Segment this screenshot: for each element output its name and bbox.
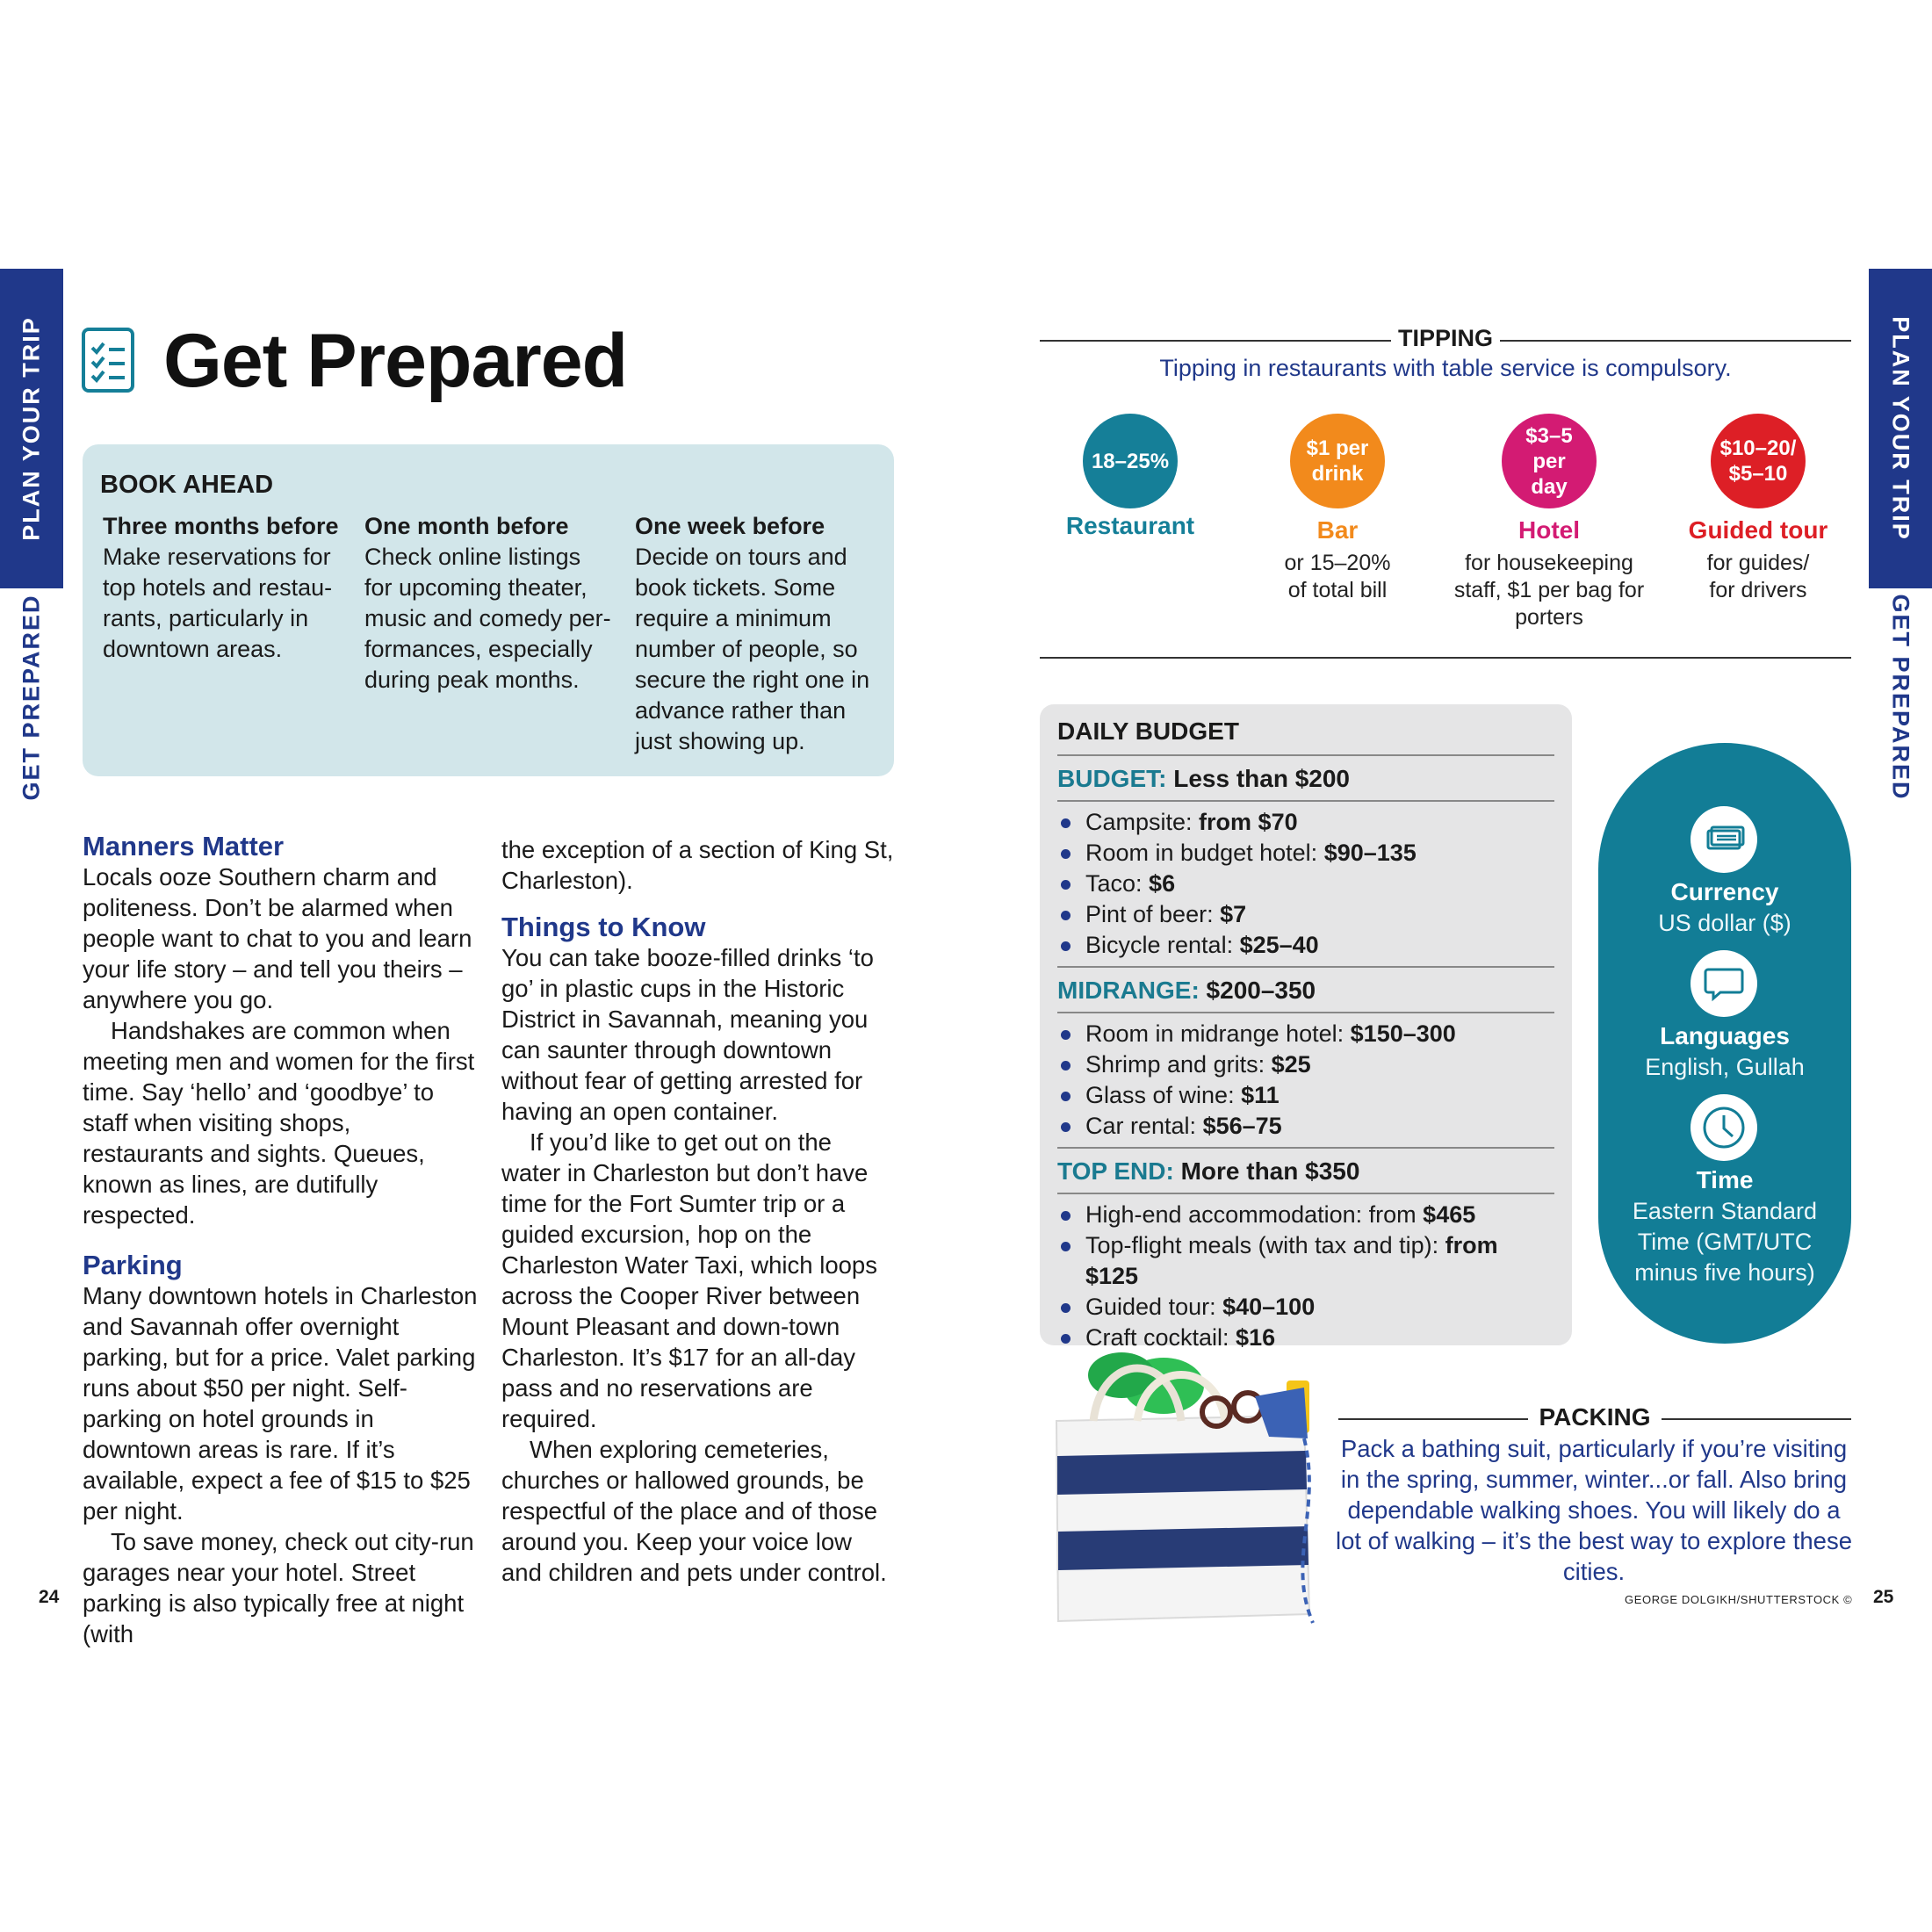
page-number-left: 24 (39, 1587, 60, 1607)
budget-item-label: Bicycle rental: (1085, 932, 1240, 958)
paragraph: If you’d like to get out on the water in Charleston but don’t have time for the Fort Sumter trip or a guided excursion, hop on the Charleston Water Taxi, which loops across the Cooper River between Mount Pleasant and down-town Charleston. It’s $17 for an all-day pass and no reservations are required. (501, 1128, 877, 1432)
side-tab-plan-label: PLAN YOUR TRIP (18, 316, 45, 541)
tip-note: for housekeeping staff, $1 per bag for porters (1453, 551, 1645, 630)
budget-item-label: Campsite: (1085, 809, 1200, 835)
budget-item-value: from $125 (1085, 1232, 1498, 1289)
book-ahead-column-text: Decide on tours and book tickets. Some require a minimum number of people, so secure the right one in advance rather than just showing up. (635, 544, 870, 754)
budget-list (1057, 802, 1554, 966)
body-column-right (501, 834, 897, 1588)
tip-amount-badge: $3–5 per day (1502, 414, 1597, 508)
list-item (1057, 1200, 1554, 1230)
tip-note: or 15–20% of total bill (1284, 551, 1391, 602)
budget-tier-name: MIDRANGE: (1057, 977, 1200, 1004)
budget-item-label: Car rental: (1085, 1113, 1203, 1139)
page-number-right: 25 (1873, 1587, 1894, 1607)
budget-tier-range: $200–350 (1206, 977, 1316, 1004)
budget-item-value: from $70 (1199, 809, 1298, 835)
time-title: Time (1696, 1166, 1754, 1193)
budget-item-value: $150–300 (1350, 1020, 1456, 1047)
tip-amount-badge: $10–20/ $5–10 (1711, 414, 1806, 508)
budget-item-label: High-end accommodation: from (1085, 1201, 1424, 1228)
tip-amount-badge: $1 per drink (1290, 414, 1385, 508)
book-ahead-column-text: Make reservations for top hotels and restau-rants, particularly in downtown areas. (103, 544, 333, 662)
tip-label: Guided tour (1688, 516, 1828, 544)
budget-tier (1057, 966, 1554, 1013)
checklist-icon (81, 327, 135, 393)
budget-item-label: Glass of wine: (1085, 1082, 1242, 1108)
daily-budget (1057, 717, 1554, 1359)
paragraph: You can take booze-filled drinks ‘to go’ in plastic cups in the Historic District in Savannah, meaning you can saunter through downtown without fear of getting arrested for having an open container. (501, 944, 874, 1125)
section-heading-manners: Manners Matter (83, 831, 285, 861)
budget-item-value: $56–75 (1202, 1113, 1282, 1139)
budget-item-value: $90–135 (1323, 840, 1417, 866)
list-item (1057, 1019, 1554, 1049)
side-tab-left (0, 269, 63, 801)
list-item (1057, 1230, 1554, 1292)
budget-item-value: $6 (1149, 870, 1176, 897)
languages-title: Languages (1660, 1022, 1790, 1049)
budget-item-label: Craft cocktail: (1085, 1324, 1236, 1351)
budget-tier-name: TOP END: (1057, 1157, 1174, 1185)
list-item (1057, 930, 1554, 961)
book-ahead-heading: BOOK AHEAD (100, 471, 274, 499)
budget-tier-range: Less than $200 (1173, 765, 1351, 792)
budget-list (1057, 1013, 1554, 1147)
tip-label: Hotel (1518, 516, 1580, 544)
list-item (1057, 807, 1554, 838)
book-ahead-column-heading: One week before (635, 513, 825, 539)
clock-icon (1690, 1094, 1757, 1161)
list-item (1057, 1049, 1554, 1080)
currency-title: Currency (1670, 878, 1779, 905)
paragraph: Handshakes are common when meeting men and women for the first time. Say ‘hello’ and ‘goodbye’ to staff when visiting shops, restaurants and sights. Queues, known as lines, are dutifully respected. (83, 1017, 475, 1229)
budget-item-value: $25 (1271, 1051, 1311, 1078)
paragraph: To save money, check out city-run garages near your hotel. Street parking is also typically free at night (with (83, 1528, 474, 1647)
book-ahead-column-heading: Three months before (103, 513, 339, 539)
languages-value: English, Gullah (1645, 1054, 1805, 1080)
budget-item-label: Pint of beer: (1085, 901, 1221, 927)
budget-item-label: Guided tour: (1085, 1294, 1223, 1320)
body-column-left (83, 831, 478, 1649)
currency-value: US dollar ($) (1658, 910, 1791, 936)
paragraph: the exception of a section of King St, Charleston). (501, 836, 894, 894)
side-tab-right (1869, 269, 1932, 801)
side-tab-section-label: GET PREPARED (18, 594, 45, 801)
tip-note: for guides/ for drivers (1706, 551, 1810, 602)
budget-tier (1057, 756, 1554, 802)
list-item (1057, 1111, 1554, 1142)
tip-amount-badge: 18–25% (1083, 414, 1178, 508)
paragraph: When exploring cemeteries, churches or hallowed grounds, be respectful of the place and of those around you. Keep your voice low and children and pets under control. (501, 1436, 887, 1586)
packing-heading: PACKING (1528, 1403, 1661, 1431)
book-ahead-column-text: Check online listings for upcoming theater, music and comedy per-formances, especially during peak months. (364, 544, 611, 693)
tipping-heading: TIPPING (1397, 325, 1493, 351)
side-tab-section-label: GET PREPARED (1887, 594, 1914, 801)
list-item (1057, 899, 1554, 930)
budget-tier-range: More than $350 (1180, 1157, 1360, 1185)
list-item (1057, 1080, 1554, 1111)
divider (1040, 657, 1851, 659)
budget-tier-name: BUDGET: (1057, 765, 1167, 792)
budget-item-label: Taco: (1085, 870, 1150, 897)
tipping-subtitle: Tipping in restaurants with table service is compulsory. (1159, 355, 1732, 381)
paragraph: Locals ooze Southern charm and politeness. Don’t be alarmed when people want to chat to you and learn your life story – and tell you theirs – anywhere you go. (83, 863, 472, 1013)
beach-bag-photo (1041, 1333, 1330, 1633)
budget-item-label: Room in midrange hotel: (1085, 1020, 1351, 1047)
budget-item-label: Shrimp and grits: (1085, 1051, 1272, 1078)
budget-item-label: Top-flight meals (with tax and tip): (1085, 1232, 1445, 1258)
list-item (1057, 1292, 1554, 1323)
book-ahead-column (364, 511, 614, 696)
list-item (1057, 869, 1554, 899)
book-ahead-column (103, 511, 340, 665)
banknotes-icon (1690, 806, 1757, 873)
budget-item-value: $16 (1236, 1324, 1276, 1351)
side-tab-plan-label: PLAN YOUR TRIP (1887, 316, 1914, 541)
packing-heading-wrap (1338, 1403, 1851, 1431)
time-value: Eastern Standard Time (GMT/UTC minus five hours) (1632, 1198, 1818, 1286)
book-ahead-column-heading: One month before (364, 513, 569, 539)
tip-label: Bar (1316, 516, 1359, 544)
paragraph: Many downtown hotels in Charleston and Savannah offer overnight parking, but for a price. Valet parking runs about $50 per night. Self-parking on hotel grounds in downtown areas is rare. If it’s available, expect a fee of $15 to $25 per night. (83, 1282, 478, 1525)
budget-item-value: $7 (1220, 901, 1247, 927)
photo-credit: GEORGE DOLGIKH/SHUTTERSTOCK © (1625, 1593, 1853, 1606)
budget-tier (1057, 1147, 1554, 1194)
budget-item-value: $25–40 (1239, 932, 1319, 958)
budget-item-value: $465 (1423, 1201, 1476, 1228)
packing-text: Pack a bathing suit, particularly if you’re visiting in the spring, summer, winter...or fall. Also bring dependable walking shoes. You will likely do a lot of walking – it’s the best way to explore these cities. (1335, 1435, 1852, 1585)
budget-item-label: Room in budget hotel: (1085, 840, 1324, 866)
page-title: Get Prepared (163, 319, 628, 403)
list-item (1057, 838, 1554, 869)
book-ahead-column (635, 511, 884, 757)
budget-item-value: $11 (1241, 1082, 1280, 1108)
section-heading-things: Things to Know (501, 912, 706, 942)
daily-budget-heading: DAILY BUDGET (1057, 717, 1554, 756)
speech-bubble-icon (1690, 950, 1757, 1017)
budget-item-value: $40–100 (1222, 1294, 1316, 1320)
tip-label: Restaurant (1065, 512, 1195, 539)
section-heading-parking: Parking (83, 1250, 183, 1280)
